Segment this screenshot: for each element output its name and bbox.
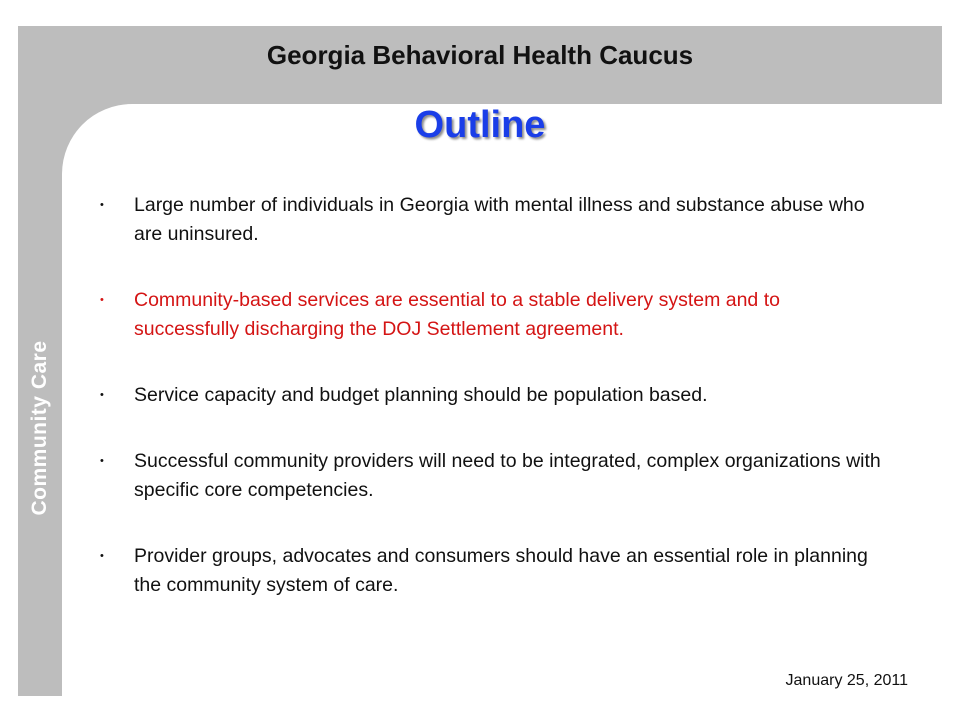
- header-title: Georgia Behavioral Health Caucus: [266, 40, 694, 70]
- bullet-text: Provider groups, advocates and consumers should have an essential role in planning the community system of care.: [134, 545, 868, 596]
- footer-date: January 25, 2011: [785, 672, 908, 689]
- sidebar-label: Community Care: [28, 340, 51, 516]
- bullet-item: [100, 381, 890, 410]
- bullet-dot-icon: •: [100, 199, 104, 211]
- bullet-item: [100, 286, 890, 344]
- bullet-dot-icon: •: [100, 389, 104, 401]
- bullet-item: [100, 447, 890, 505]
- bullet-dot-icon: •: [100, 550, 104, 562]
- bullet-dot-icon: •: [100, 455, 104, 467]
- bullet-text: Successful community providers will need to be integrated, complex organizations with specific core competencies.: [134, 450, 881, 501]
- bullet-dot-icon: •: [100, 294, 104, 306]
- bullet-item: [100, 542, 890, 600]
- bullet-list: [100, 191, 890, 637]
- bullet-text: Service capacity and budget planning should be population based.: [134, 384, 708, 406]
- slide-title: Outline: [414, 104, 546, 146]
- bullet-item: [100, 191, 890, 249]
- bullet-text: Large number of individuals in Georgia with mental illness and substance abuse who are uninsured.: [134, 194, 865, 245]
- bullet-text: Community-based services are essential to a stable delivery system and to successfully discharging the DOJ Settlement agreement.: [134, 289, 780, 340]
